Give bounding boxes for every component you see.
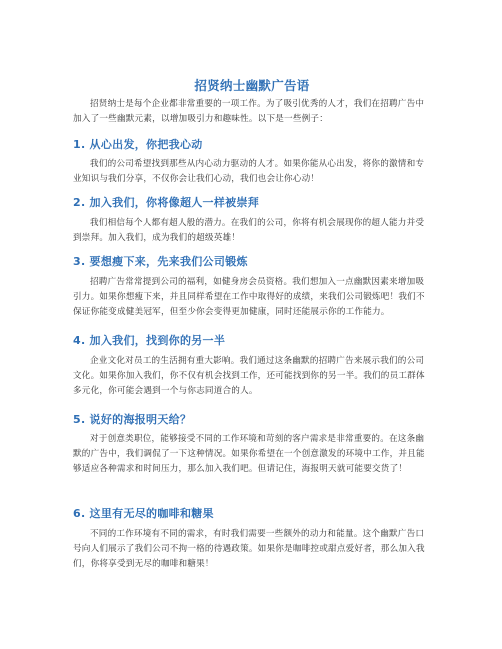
section-body-4: 企业文化对员工的生活拥有重大影响。我们通过这条幽默的招聘广告来展示我们的公司文化。如果你加入我们，你不仅有机会找到工作，还可能找到你的另一半。我们的员工群体多元化，你可能会遇到一个与你志同道合的人。 — [73, 356, 425, 396]
section-body-2: 我们相信每个人都有超人般的潜力。在我们的公司，你将有机会展现你的超人能力并受到崇拜。加入我们，成为我们的超级英雄！ — [73, 218, 425, 243]
section-body-5: 对于创意类职位，能够接受不同的工作环境和苛刻的客户需求是非常重要的。在这条幽默的广告中，我们调侃了一下这种情况。如果你希望在一个创意激发的环境中工作，并且能够适应各种需求和时间压力，那么加入我们吧。但请记住，海报明天就可能要交货了！ — [73, 434, 425, 474]
section-heading-1: 1. 从心出发，你把我心动 — [73, 138, 203, 151]
section-heading-6: 6. 这里有无尽的咖啡和糖果 — [73, 507, 214, 520]
section-heading-5: 5. 说好的海报明天给？ — [73, 413, 192, 426]
section-body-1: 我们的公司希望找到那些从内心动力驱动的人才。如果你能从心出发，将你的激情和专业知识与我们分享，不仅你会让我们心动，我们也会让你心动！ — [73, 159, 425, 184]
intro-paragraph: 招贤纳士是每个企业都非常重要的一项工作。为了吸引优秀的人才，我们在招聘广告中加入了一些幽默元素，以增加吸引力和趣味性。以下是一些例子： — [73, 99, 425, 124]
section-heading-3: 3. 要想瘦下来，先来我们公司锻炼 — [73, 255, 248, 268]
document-title: 招贤纳士幽默广告语 — [194, 78, 310, 93]
section-body-3: 招聘广告常常提到公司的福利，如健身房会员资格。我们想加入一点幽默因素来增加吸引力。如果你想瘦下来，并且同样希望在工作中取得好的成绩，来我们公司锻炼吧！我们不保证你能变成健美冠军，但至少你会变得更加健康，同时还能展示你的工作能力。 — [73, 277, 425, 317]
section-heading-4: 4. 加入我们，找到你的另一半 — [73, 334, 226, 347]
section-heading-2: 2. 加入我们，你将像超人一样被崇拜 — [73, 196, 260, 209]
section-body-6: 不同的工作环境有不同的需求，有时我们需要一些额外的动力和能量。这个幽默广告口号向人们展示了我们公司不拘一格的待遇政策。如果你是咖啡控或甜点爱好者，那么加入我们，你将享受到无尽的咖啡和糖果！ — [73, 529, 425, 569]
